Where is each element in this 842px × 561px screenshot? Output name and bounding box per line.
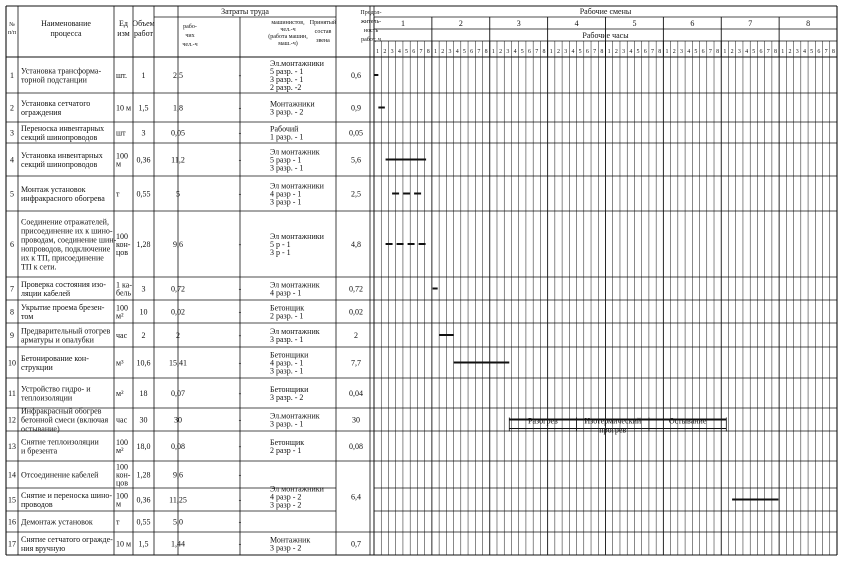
hour-number: 4 <box>687 49 691 55</box>
row-unit: цов <box>116 248 129 257</box>
row-crew: 2 разр - 1 <box>270 446 302 455</box>
row-unit: 100 <box>116 151 128 161</box>
row-duration: 0,7 <box>351 539 361 549</box>
header-duration: Продол- <box>360 10 382 16</box>
row-name: арматуры и опалубки <box>21 335 94 345</box>
row-workers: 5 <box>176 189 180 199</box>
hour-number: 7 <box>593 49 597 55</box>
row-unit: 10 м <box>116 103 132 113</box>
hour-number: 2 <box>730 49 734 55</box>
row-name: присоединение их к шино- <box>21 226 113 236</box>
hour-number: 3 <box>390 49 394 55</box>
shifts-title: Рабочие смены <box>579 7 632 16</box>
row-number: 15 <box>8 495 16 505</box>
table-text <box>8 7 835 553</box>
row-crew: Эл монтажник <box>270 280 320 290</box>
row-unit: 100 <box>116 303 128 313</box>
row-volume: 1,28 <box>136 240 151 249</box>
row-unit: 10 м <box>116 539 132 549</box>
row-name: Снятие сетчатого огражде- <box>21 535 113 544</box>
hour-number: 8 <box>774 49 778 55</box>
row-name: бетонной смеси (включая <box>21 415 109 425</box>
row-unit: цов <box>116 478 129 488</box>
row-number: 8 <box>10 307 14 317</box>
row-name: Отсоединение кабелей <box>21 470 99 480</box>
row-duration: 0,02 <box>349 307 363 317</box>
row-name: струкции <box>21 363 53 372</box>
row-unit: 1 ка- <box>116 280 132 290</box>
row-volume: 18 <box>139 389 148 398</box>
hour-number: 1 <box>781 49 785 55</box>
row-unit: шт. <box>116 71 128 80</box>
row-crew: Эл монтажник <box>270 147 320 157</box>
row-machinists: - <box>238 155 242 165</box>
row-crew: 4 разр - 1 <box>270 189 302 199</box>
row-unit: м <box>116 159 122 169</box>
hour-number: 8 <box>426 49 430 55</box>
row-workers: 9,6 <box>173 470 183 480</box>
hour-number: 3 <box>622 49 626 55</box>
row-name: Проверка состояния изо- <box>21 280 106 289</box>
row-volume: 3 <box>141 284 146 294</box>
hour-number: 6 <box>585 49 589 55</box>
row-machinists: - <box>238 539 242 549</box>
row-crew: 2 разр. - 1 <box>270 311 304 321</box>
row-duration: 0,6 <box>351 71 361 80</box>
row-crew: Эл.монтажники <box>270 59 324 68</box>
header-machinists: (работа машин, <box>268 34 308 40</box>
hour-number: 5 <box>694 49 698 55</box>
row-number: 17 <box>8 539 16 549</box>
row-volume: 1,28 <box>136 470 151 480</box>
row-machinists: - <box>238 71 242 80</box>
header-unit: изм <box>117 29 130 38</box>
row-unit: м³ <box>116 358 124 368</box>
row-number: 6 <box>10 240 14 249</box>
row-machinists: - <box>238 442 242 451</box>
header-labor-costs: Затраты труда <box>221 7 269 16</box>
row-number: 16 <box>8 517 16 527</box>
hour-number: 1 <box>433 49 437 55</box>
row-name: Переноска инвентарных <box>21 124 105 133</box>
hour-number: 6 <box>470 49 474 55</box>
row-crew: Бетонщики <box>270 350 309 360</box>
hour-number: 4 <box>397 49 401 55</box>
hour-number: 4 <box>802 49 806 55</box>
hour-number: 6 <box>528 49 532 55</box>
row-name: Снятие и переноска шино- <box>21 491 113 500</box>
hour-number: 5 <box>520 49 524 55</box>
row-number: 12 <box>8 415 16 425</box>
header-workers: рабо- <box>183 24 197 30</box>
hour-number: 5 <box>810 49 814 55</box>
row-name: Демонтаж установок <box>21 517 93 527</box>
header-volume: работ <box>133 29 154 38</box>
row-number: 3 <box>10 128 14 138</box>
hour-number: 2 <box>672 49 676 55</box>
row-machinists: - <box>238 128 242 138</box>
row-number: 1 <box>10 71 14 80</box>
row-unit: час <box>116 415 128 425</box>
row-crew: 3 разр - 1 <box>270 197 302 207</box>
row-number: 2 <box>10 103 14 113</box>
hour-number: 3 <box>679 49 683 55</box>
row-name: Устройство гидро- и <box>21 384 91 394</box>
row-name: проводам, соединение шин- <box>21 235 117 245</box>
row-volume: 2 <box>141 331 146 340</box>
row-unit: т <box>116 189 120 199</box>
hours-title: Рабочие часы <box>582 31 629 40</box>
header-num: п/п <box>7 30 17 36</box>
row-workers: 0,08 <box>171 442 185 451</box>
hour-number: 8 <box>716 49 720 55</box>
row-name: ограждения <box>21 108 62 117</box>
phase-label: Разогрев <box>528 416 558 426</box>
row-name: и брезента <box>21 446 58 456</box>
hour-number: 1 <box>607 49 611 55</box>
header-crew: состав <box>314 29 332 35</box>
row-workers: 0,02 <box>171 307 185 317</box>
row-duration: 30 <box>352 415 360 425</box>
row-name: Инфракрасный обогрев <box>21 406 102 416</box>
row-workers: 1,8 <box>173 103 183 113</box>
row-crew: 4 разр - 1 <box>270 288 302 298</box>
row-volume: 0,36 <box>136 155 151 165</box>
row-crew: 3 разр. - 1 <box>270 335 304 344</box>
hour-number: 1 <box>665 49 669 55</box>
row-workers: 0,72 <box>171 284 185 294</box>
shift-number: 8 <box>806 19 811 28</box>
header-volume: Объем <box>132 19 155 28</box>
row-duration: 2 <box>354 331 358 340</box>
hour-number: 8 <box>600 49 604 55</box>
hour-number: 3 <box>737 49 741 55</box>
phase-label: прогрев <box>599 425 627 435</box>
row-workers: 15,41 <box>169 358 187 368</box>
hour-number: 7 <box>766 49 770 55</box>
row-duration: 0,72 <box>349 284 363 294</box>
row-machinists: - <box>238 358 242 368</box>
row-crew: 5 разр. - 1 <box>270 67 304 76</box>
row-unit: м <box>116 499 122 509</box>
row-volume: 0,36 <box>136 495 151 505</box>
row-crew: Эл монтажники <box>270 232 324 241</box>
row-volume: 10,6 <box>136 358 151 368</box>
row-unit: м² <box>116 311 124 321</box>
row-machinists: - <box>238 470 242 480</box>
hour-number: 3 <box>795 49 799 55</box>
row-workers: 11,25 <box>169 495 187 505</box>
hour-number: 3 <box>506 49 510 55</box>
merged-duration: 6,4 <box>351 492 361 502</box>
hour-number: 5 <box>462 49 466 55</box>
row-workers: 11,2 <box>171 155 185 165</box>
hour-number: 7 <box>824 49 828 55</box>
row-name: секций шинопроводов <box>21 133 98 142</box>
header-machinists: чел.-ч <box>280 27 296 33</box>
row-machinists: - <box>238 189 242 199</box>
header-duration: житель- <box>360 19 382 25</box>
shift-number: 5 <box>632 19 637 28</box>
hour-number: 6 <box>412 49 416 55</box>
row-unit: 100 <box>116 491 128 501</box>
header-machinists: машинистов, <box>271 20 305 26</box>
shift-number: 7 <box>748 19 753 28</box>
row-crew: Эл.монтажник <box>270 411 320 421</box>
row-unit: 100 <box>116 232 128 241</box>
shift-number: 3 <box>516 19 521 28</box>
row-name: Предварительный отогрев <box>21 326 111 336</box>
row-workers: 2,5 <box>173 71 183 80</box>
hour-number: 2 <box>788 49 792 55</box>
row-machinists: - <box>238 517 242 527</box>
row-unit: час <box>116 331 128 340</box>
header-duration: ность <box>363 28 379 34</box>
row-name: торной подстанции <box>21 75 87 85</box>
hour-number: 2 <box>614 49 618 55</box>
row-machinists: - <box>238 240 242 249</box>
row-duration: 2,5 <box>351 189 361 199</box>
row-unit: 100 <box>116 462 128 472</box>
row-name: их к ТП, присоединение <box>21 253 104 263</box>
row-volume: 1,5 <box>138 539 149 549</box>
row-volume: 1,5 <box>138 103 149 113</box>
row-unit: кон- <box>116 240 131 249</box>
row-machinists: - <box>238 103 242 113</box>
row-duration: 0,05 <box>349 128 363 138</box>
row-name: проводов <box>21 500 53 509</box>
row-crew: Эл монтажники <box>270 181 324 191</box>
row-crew: Монтажники <box>270 99 315 109</box>
row-crew: Монтажник <box>270 535 311 545</box>
row-machinists: - <box>238 495 242 505</box>
row-crew: Бетонщики <box>270 385 309 394</box>
hour-number: 7 <box>419 49 423 55</box>
row-unit: бель <box>116 288 132 298</box>
row-volume: 18,0 <box>136 442 151 451</box>
row-name: ния вручную <box>21 544 66 553</box>
shift-number: 4 <box>574 19 579 28</box>
row-name: Снятие теплоизоляции <box>21 437 99 447</box>
hour-number: 1 <box>376 49 380 55</box>
hour-number: 8 <box>542 49 546 55</box>
row-name: Установка сетчатого <box>21 99 91 108</box>
row-unit: м² <box>116 446 124 455</box>
row-machinists: - <box>238 389 242 398</box>
row-number: 13 <box>8 442 16 451</box>
hour-number: 1 <box>723 49 727 55</box>
header-unit: Ед <box>119 19 128 28</box>
shift-number: 1 <box>400 19 405 28</box>
row-unit: 100 <box>116 438 128 447</box>
row-workers: 0,07 <box>171 389 185 398</box>
hour-number: 8 <box>658 49 662 55</box>
row-name: том <box>21 312 34 321</box>
hour-number: 2 <box>556 49 560 55</box>
header-name: Наименование <box>41 19 91 28</box>
row-workers: 9,6 <box>173 240 183 249</box>
row-crew: Рабочий <box>270 124 299 134</box>
hour-number: 2 <box>499 49 503 55</box>
row-name: теплоизоляции <box>21 393 73 403</box>
row-volume: 1 <box>141 71 146 80</box>
row-duration: 0,08 <box>349 442 363 451</box>
hour-number: 5 <box>752 49 756 55</box>
row-number: 4 <box>10 155 14 165</box>
phase-label: Остывание <box>668 416 707 426</box>
row-crew: 3 разр. - 1 <box>270 163 304 173</box>
row-number: 5 <box>10 189 14 199</box>
hour-number: 7 <box>708 49 712 55</box>
hour-number: 3 <box>564 49 568 55</box>
row-name: Укрытие проема брезен- <box>21 303 105 312</box>
gantt-chart <box>374 75 778 500</box>
row-number: 11 <box>8 389 16 398</box>
row-crew: 3 разр - 2 <box>270 543 302 553</box>
row-workers: 5,0 <box>173 517 183 527</box>
row-crew: 3 р - 1 <box>270 248 291 257</box>
row-machinists: - <box>238 415 242 425</box>
phase-label: Изотермический <box>584 416 642 426</box>
header-crew: Принятый <box>309 20 337 26</box>
row-crew: 5 р - 1 <box>270 240 291 249</box>
merged-crew: 3 разр - 2 <box>270 500 302 510</box>
hour-number: 8 <box>831 49 835 55</box>
header-machinists: маш.-ч) <box>278 41 298 47</box>
row-number: 7 <box>10 284 14 294</box>
row-unit: шт <box>116 128 126 138</box>
header-crew: звена <box>316 38 330 44</box>
row-volume: 0,55 <box>136 189 151 199</box>
row-workers: 1,44 <box>171 539 185 549</box>
row-volume: 0,55 <box>136 517 151 527</box>
row-crew: 1 разр. - 1 <box>270 132 304 142</box>
merged-crew: 4 разр - 2 <box>270 492 302 502</box>
hour-number: 4 <box>513 49 517 55</box>
hour-number: 4 <box>745 49 749 55</box>
row-machinists: - <box>238 331 242 340</box>
shift-number: 6 <box>690 19 695 28</box>
row-crew: Бетонщик <box>270 303 305 313</box>
row-name: ТП к сети. <box>21 262 57 272</box>
row-name: Установка инвентарных <box>21 151 103 160</box>
hour-number: 7 <box>651 49 655 55</box>
hour-number: 6 <box>759 49 763 55</box>
hour-number: 7 <box>535 49 539 55</box>
row-crew: 4 разр. - 1 <box>270 358 304 368</box>
row-name: остывание) <box>21 424 60 434</box>
shift-number: 2 <box>458 19 463 28</box>
row-unit: м² <box>116 389 124 398</box>
row-workers: 2 <box>176 331 180 340</box>
row-name: секций шинопроводов <box>21 160 98 169</box>
hour-number: 1 <box>491 49 495 55</box>
row-workers: 0,05 <box>171 128 185 138</box>
row-crew: Эл монтажник <box>270 327 320 336</box>
row-name: Соединение отражателей, <box>21 217 109 227</box>
row-name: инфракрасного обогрева <box>21 194 105 203</box>
hour-number: 2 <box>383 49 387 55</box>
row-name: Установка трансформа- <box>21 66 102 76</box>
header-duration: работ, ч <box>361 37 381 43</box>
row-machinists: - <box>238 307 242 317</box>
hour-number: 4 <box>629 49 633 55</box>
header-workers: чел.-ч <box>182 42 198 48</box>
header-name: процесса <box>50 29 82 38</box>
row-name: ляции кабелей <box>21 289 71 298</box>
header-workers: чих <box>185 33 195 39</box>
row-crew: 5 разр - 1 <box>270 155 302 165</box>
row-unit: т <box>116 517 120 527</box>
merged-crew: Эл монтажники <box>270 484 324 494</box>
row-number: 14 <box>8 470 16 480</box>
row-number: 10 <box>8 358 16 368</box>
row-duration: 0,9 <box>351 103 361 113</box>
header-num: № <box>9 22 15 28</box>
row-volume: 3 <box>141 128 146 138</box>
hour-number: 4 <box>455 49 459 55</box>
row-crew: 3 разр. - 1 <box>270 366 304 376</box>
hour-number: 3 <box>448 49 452 55</box>
hour-number: 4 <box>571 49 575 55</box>
row-unit: кон- <box>116 470 131 480</box>
hour-number: 5 <box>578 49 582 55</box>
row-name: Монтаж установок <box>21 185 86 194</box>
hour-number: 6 <box>701 49 705 55</box>
hour-number: 1 <box>549 49 553 55</box>
hour-number: 6 <box>643 49 647 55</box>
row-workers: 30 <box>174 415 182 425</box>
row-crew: 3 разр. - 2 <box>270 107 304 117</box>
row-crew: 3 разр. - 1 <box>270 75 304 84</box>
hour-number: 6 <box>817 49 821 55</box>
hour-number: 5 <box>405 49 409 55</box>
hour-number: 7 <box>477 49 481 55</box>
row-volume: 10 <box>139 307 148 317</box>
row-duration: 5,6 <box>351 155 361 165</box>
row-crew: Бетонщик <box>270 438 305 447</box>
hour-number: 2 <box>441 49 445 55</box>
row-volume: 30 <box>139 415 148 425</box>
row-number: 9 <box>10 331 14 340</box>
row-crew: 3 разр. - 1 <box>270 419 304 429</box>
row-name: Бетонирование кон- <box>21 354 89 363</box>
row-name: нопроводов, подключение <box>21 244 111 254</box>
row-duration: 7,7 <box>351 358 361 368</box>
row-crew: 3 разр. - 2 <box>270 393 304 402</box>
row-duration: 4,8 <box>351 240 361 249</box>
hour-number: 5 <box>636 49 640 55</box>
row-duration: 0,04 <box>349 389 363 398</box>
hour-number: 8 <box>484 49 488 55</box>
row-crew: 2 разр. -2 <box>270 83 302 92</box>
row-machinists: - <box>238 284 242 294</box>
